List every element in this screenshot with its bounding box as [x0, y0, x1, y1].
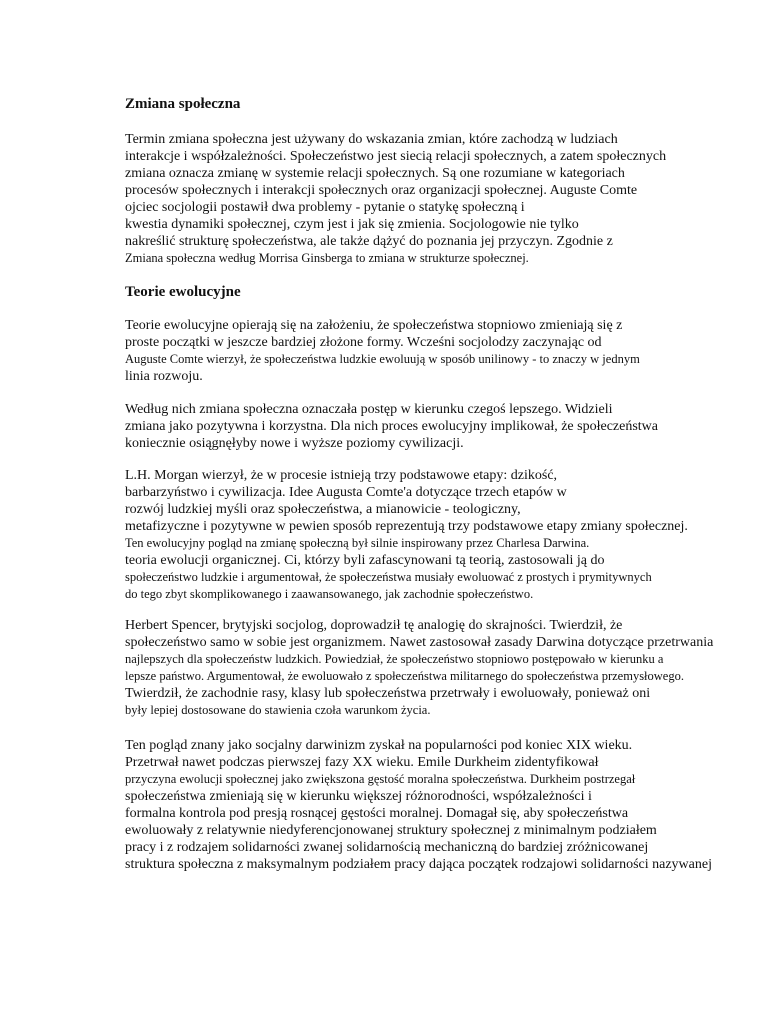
text-line: Według nich zmiana społeczna oznaczała postęp w kierunku czegoś lepszego. Widzieli	[125, 402, 613, 417]
text-line: nakreślić strukturę społeczeństwa, ale także dążyć do poznania jej przyczyn. Zgodnie z	[125, 234, 613, 249]
text-line: koniecznie osiągnęłyby nowe i wyższe poziomy cywilizacji.	[125, 436, 464, 451]
text-line: interakcje i współzależności. Społeczeństwo jest siecią relacji społecznych, a zatem społecznych	[125, 149, 667, 164]
text-line: procesów społecznych i interakcji społecznych oraz organizacji społecznej. Auguste Comte	[125, 183, 638, 198]
text-line: Ten ewolucyjny pogląd na zmianę społeczną był silnie inspirowany przez Charlesa Darwina.	[125, 536, 590, 550]
text-line: zmiana oznacza zmianę w systemie relacji społecznych. Są one rozumiane w kategoriach	[125, 166, 625, 181]
text-line: lepsze państwo. Argumentował, że ewoluowało z społeczeństwa militarnego do społeczeństwa przemysłowego.	[125, 669, 684, 683]
heading-teorie-ewolucyjne: Teorie ewolucyjne	[125, 284, 241, 300]
text-line: Twierdził, że zachodnie rasy, klasy lub społeczeństwa przetrwały i ewoluowały, ponieważ oni	[125, 686, 651, 701]
text-line: były lepiej dostosowane do stawienia czoła warunkom życia.	[125, 703, 431, 717]
text-line: przyczyna ewolucji społecznej jako zwiększona gęstość moralna społeczeństwa. Durkheim postrzegał	[125, 772, 636, 786]
text-line: barbarzyństwo i cywilizacja. Idee Augusta Comte'a dotyczące trzech etapów w	[125, 485, 567, 500]
text-line: pracy i z rodzajem solidarności zwanej solidarnością mechaniczną do bardziej zróżnicowanej	[125, 840, 649, 855]
paragraph-5	[125, 617, 755, 719]
text-line: rozwój ludzkiej myśli oraz społeczeństwa, a mianowicie - teologiczny,	[125, 502, 521, 517]
text-line: teoria ewolucji organicznej. Ci, którzy byli zafascynowani tą teorią, zastosowali ją do	[125, 553, 605, 568]
text-line: proste początki w jeszcze bardziej złożone formy. Wcześni socjolodzy zaczynając od	[125, 335, 602, 350]
text-line: kwestia dynamiki społecznej, czym jest i jak się zmienia. Socjologowie nie tylko	[125, 217, 579, 232]
text-line: Termin zmiana społeczna jest używany do wskazania zmian, które zachodzą w ludziach	[125, 132, 618, 147]
heading-zmiana-spoleczna: Zmiana społeczna	[125, 96, 241, 112]
text-line: Zmiana społeczna według Morrisa Ginsberga to zmiana w strukturze społecznej.	[125, 251, 529, 265]
text-line: struktura społeczna z maksymalnym podziałem pracy dająca początek rodzajowi solidarności nazywanej	[125, 857, 712, 872]
text-line: L.H. Morgan wierzył, że w procesie istnieją trzy podstawowe etapy: dzikość,	[125, 468, 558, 483]
text-line: Przetrwał nawet podczas pierwszej fazy XX wieku. Emile Durkheim zidentyfikował	[125, 755, 599, 770]
text-line: formalna kontrola pod presją rosnącej gęstości moralnej. Domagał się, aby społeczeństwa	[125, 806, 629, 821]
text-line: linia rozwoju.	[125, 369, 203, 384]
paragraph-3	[125, 401, 755, 452]
text-line: metafizyczne i pozytywne w pewien sposób reprezentują trzy podstawowe etapy zmiany społecznej.	[125, 519, 688, 534]
paragraph-2	[125, 317, 755, 385]
paragraph-1	[125, 131, 755, 267]
paragraph-6	[125, 737, 755, 873]
text-line: Herbert Spencer, brytyjski socjolog, doprowadził tę analogię do skrajności. Twierdził, że	[125, 618, 623, 633]
text-line: Teorie ewolucyjne opierają się na założeniu, że społeczeństwa stopniowo zmieniają się z	[125, 318, 623, 333]
text-line: Auguste Comte wierzył, że społeczeństwa ludzkie ewoluują w sposób unilinowy - to znaczy w jednym	[125, 352, 640, 366]
text-line: do tego zbyt skomplikowanego i zaawansowanego, jak zachodnie społeczeństwo.	[125, 587, 534, 601]
text-line: zmiana jako pozytywna i korzystna. Dla nich proces ewolucyjny implikował, że społeczeństwa	[125, 419, 658, 434]
text-line: Ten pogląd znany jako socjalny darwinizm zyskał na popularności pod koniec XIX wieku.	[125, 738, 633, 753]
text-line: ojciec socjologii postawił dwa problemy - pytanie o statykę społeczną i	[125, 200, 525, 215]
paragraph-4	[125, 467, 755, 603]
text-line: najlepszych dla społeczeństw ludzkich. Powiedział, że społeczeństwo stopniowo postępowało w kierunku a	[125, 652, 664, 666]
text-line: ewoluowały z relatywnie niedyferencjonowanej struktury społecznej z minimalnym podziałem	[125, 823, 657, 838]
text-line: społeczeństwo ludzkie i argumentował, że społeczeństwa musiały ewoluować z prostych i prymitywnych	[125, 570, 652, 584]
text-line: społeczeństwa zmieniają się w kierunku większej różnorodności, współzależności i	[125, 789, 592, 804]
text-line: społeczeństwo samo w sobie jest organizmem. Nawet zastosował zasady Darwina dotyczące przetrwania	[125, 635, 714, 650]
